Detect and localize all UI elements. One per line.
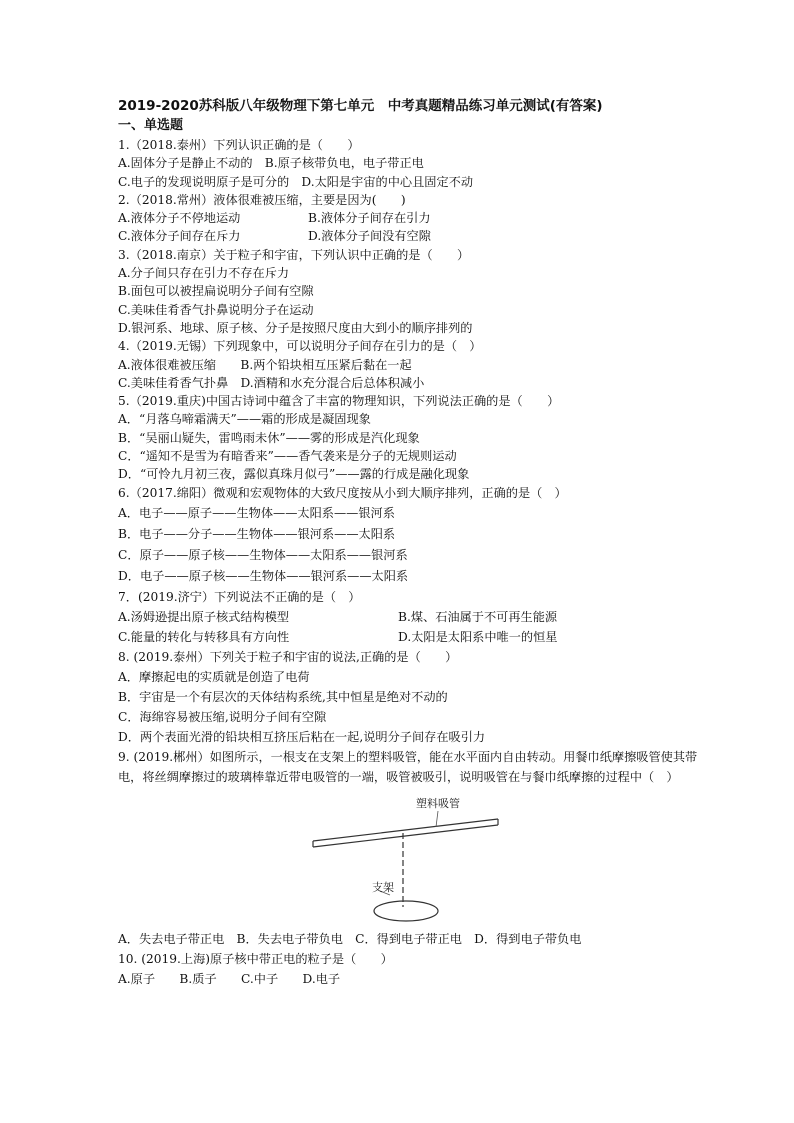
option-c: C.液体分子间存在斥力 bbox=[118, 229, 241, 244]
option-a: A．摩擦起电的实质就是创造了电荷 bbox=[118, 669, 310, 684]
question-stem: 7．(2019.济宁）下列说法不正确的是（ ） bbox=[118, 589, 361, 604]
question-stem: 4.（2019.无锡）下列现象中，可以说明分子间存在引力的是（ ） bbox=[118, 339, 482, 354]
option-b: B．宇宙是一个有层次的天体结构系统,其中恒星是绝对不动的 bbox=[118, 689, 448, 704]
question-stem: 10. (2019.上海)原子核中带正电的粒子是（ ） bbox=[118, 951, 393, 966]
option-a: A.汤姆逊提出原子核式结构模型 bbox=[118, 609, 290, 624]
option-a: A.分子间只存在引力不存在斥力 bbox=[118, 266, 290, 281]
option-b: B.面包可以被捏扁说明分子间有空隙 bbox=[118, 284, 314, 299]
question-8 bbox=[118, 647, 698, 747]
option-a: A．电子——原子——生物体——太阳系——银河系 bbox=[118, 505, 395, 520]
option-d: D.液体分子间没有空隙 bbox=[308, 229, 431, 244]
straw-diagram bbox=[118, 787, 698, 927]
option-line: C.电子的发现说明原子是可分的 D.太阳是宇宙的中心且固定不动 bbox=[118, 174, 474, 189]
option-d: D．“可怜九月初三夜，露似真珠月似弓”——露的行成是融化现象 bbox=[118, 467, 470, 482]
stand-label: 支架 bbox=[372, 880, 394, 894]
straw-label: 塑料吸管 bbox=[416, 796, 460, 810]
option-line: C.美味佳肴香气扑鼻 D.酒精和水充分混合后总体积减小 bbox=[118, 375, 425, 390]
question-2 bbox=[118, 191, 698, 246]
option-line: A.原子 B.质子 C.中子 D.电子 bbox=[118, 971, 341, 986]
question-stem: 1.（2018.泰州）下列认识正确的是（ ） bbox=[118, 138, 360, 152]
option-c: C．海绵容易被压缩,说明分子间有空隙 bbox=[118, 709, 327, 724]
plastic-straw bbox=[313, 819, 498, 847]
question-stem: 5.（2019.重庆)中国古诗词中蕴含了丰富的物理知识，下列说法正确的是（ ） bbox=[118, 394, 560, 409]
section-heading: 一、单选题 bbox=[118, 118, 184, 133]
option-line: A.固体分子是静止不动的 B.原子核带负电，电子带正电 bbox=[118, 156, 424, 171]
question-3 bbox=[118, 246, 698, 337]
option-line: A.液体很难被压缩 B.两个铅块相互压紧后黏在一起 bbox=[118, 357, 412, 372]
document-title: 2019-2020苏科版八年级物理下第七单元 中考真题精品练习单元测试(有答案) bbox=[118, 98, 603, 114]
option-c: C.能量的转化与转移具有方向性 bbox=[118, 629, 290, 644]
question-4 bbox=[118, 337, 698, 392]
option-d: D.银河系、地球、原子核、分子是按照尺度由大到小的顺序排列的 bbox=[118, 320, 473, 335]
question-stem: 8. (2019.泰州）下列关于粒子和宇宙的说法,正确的是（ ） bbox=[118, 649, 458, 664]
straw-leader-line bbox=[436, 811, 438, 827]
option-b: B．电子——分子——生物体——银河系——太阳系 bbox=[118, 526, 396, 541]
question-10 bbox=[118, 949, 698, 989]
option-c: C．“遥知不是雪为有暗香来”——香气袭来是分子的无规则运动 bbox=[118, 449, 457, 464]
question-stem: 9. (2019.郴州）如图所示，一根支在支架上的塑料吸管，能在水平面内自由转动。用餐巾纸摩擦吸管使其带电，将丝绸摩擦过的玻璃棒靠近带电吸管的一端，吸管被吸引，说明吸管在与餐巾纸摩擦的过程中（ ） bbox=[118, 749, 698, 784]
option-d: D．两个表面光滑的铅块相互挤压后粘在一起,说明分子间存在吸引力 bbox=[118, 729, 486, 744]
question-stem: 6.（2017.绵阳）微观和宏观物体的大致尺度按从小到大顺序排列，正确的是（ ） bbox=[118, 485, 567, 500]
option-d: D.太阳是太阳系中唯一的恒星 bbox=[398, 629, 558, 644]
question-5 bbox=[118, 392, 698, 483]
option-d: D．电子——原子核——生物体——银河系——太阳系 bbox=[118, 568, 409, 583]
stand bbox=[374, 833, 438, 921]
question-stem: 2.（2018.常州）液体很难被压缩，主要是因为( ) bbox=[118, 192, 406, 207]
option-a: A．“月落乌啼霜满天”——霜的形成是凝固现象 bbox=[118, 412, 371, 427]
straw-figure bbox=[118, 787, 698, 927]
option-a: A.液体分子不停地运动 bbox=[118, 211, 241, 226]
question-stem: 3.（2018.南京）关于粒子和宇宙，下列认识中正确的是（ ） bbox=[118, 247, 470, 262]
option-c: C．原子——原子核——生物体——太阳系——银河系 bbox=[118, 547, 408, 562]
document-page bbox=[118, 96, 698, 989]
option-b: B.液体分子间存在引力 bbox=[308, 211, 431, 226]
question-6 bbox=[118, 484, 698, 587]
question-1 bbox=[118, 136, 698, 191]
question-9 bbox=[118, 747, 698, 949]
question-7 bbox=[118, 587, 698, 647]
option-b: B．“吴丽山疑失，雷鸣雨未休”——雾的形成是汽化现象 bbox=[118, 430, 420, 445]
option-line: A．失去电子带正电 B．失去电子带负电 C．得到电子带正电 D．得到电子带负电 bbox=[118, 931, 582, 946]
option-c: C.美味佳肴香气扑鼻说明分子在运动 bbox=[118, 302, 314, 317]
option-b: B.煤、石油属于不可再生能源 bbox=[398, 609, 558, 624]
